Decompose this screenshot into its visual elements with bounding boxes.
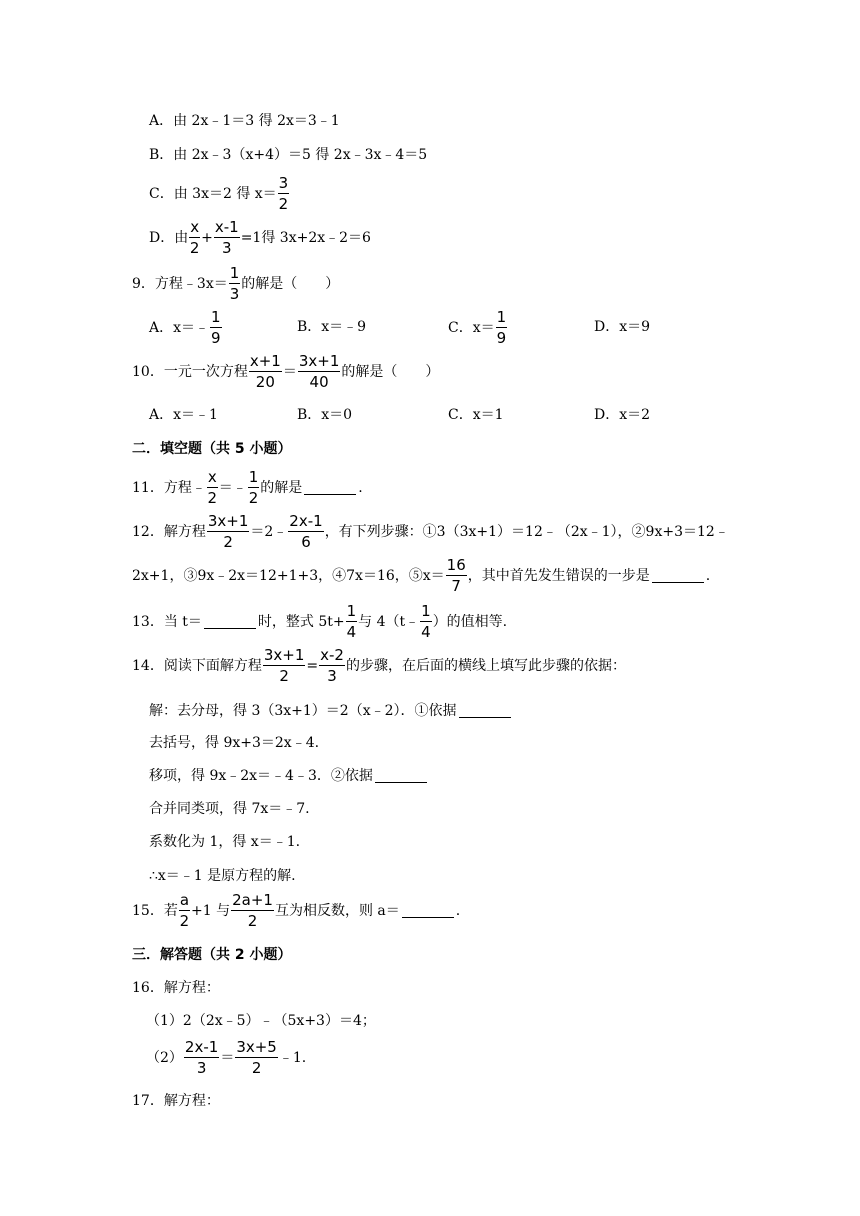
q8-option-b [149,148,427,162]
numerator: 1 [496,308,507,326]
step-text: 去括号，得 9x+3＝2x﹣4. [149,735,320,751]
fraction [179,893,190,929]
question-14 [132,648,626,684]
option-text: A．x＝﹣1 [149,407,218,423]
question-text: 13．当 t＝ [132,614,202,630]
answer-blank[interactable] [652,570,704,583]
numerator: 3x+5 [236,1038,277,1056]
fraction [319,648,345,684]
part-text-tail: ﹣1. [278,1050,307,1066]
denominator: 4 [421,623,431,641]
q16-part-1 [146,1014,376,1028]
part-text: （1）2（2x﹣5）﹣（5x+3）＝4； [146,1013,376,1029]
question-15 [132,893,460,929]
denominator: 2 [278,195,289,213]
q10-option-d [594,408,650,422]
numerator: x+1 [249,352,281,370]
fraction [207,470,218,506]
section-title: 三．解答题（共 2 小题） [132,947,292,963]
numerator: 3x+1 [207,512,249,530]
question-12-line-2 [132,558,710,594]
equals-sign: = [306,658,319,674]
fraction [210,310,222,346]
fraction [298,354,341,390]
question-text-tail: ，有下列步骤：①3（3x+1）＝12﹣（2x﹣1），②9x+3＝12﹣ [324,524,729,540]
option-text: B．x＝0 [297,407,353,423]
denominator: 6 [301,533,311,551]
denominator: 20 [255,373,275,391]
part-text: （2） [146,1050,183,1066]
question-16 [132,981,220,995]
option-text: C．x＝ [448,320,495,336]
numerator: 1 [229,264,240,282]
answer-blank[interactable] [204,616,256,629]
fraction [446,558,467,594]
period: . [358,480,363,496]
question-text-tail: 的解是（ ） [241,276,340,292]
question-text: 17．解方程： [132,1093,220,1109]
fraction [189,220,200,256]
fraction [346,604,358,640]
denominator: 2 [248,489,259,507]
q9-option-b [297,320,366,334]
option-text: A．x＝﹣ [149,320,210,336]
denominator: 3 [222,239,232,257]
denominator: 7 [451,577,461,595]
question-text-tail: ，其中首先发生错误的一步是 [467,568,650,584]
answer-blank[interactable] [459,705,511,718]
q9-option-a [149,310,223,346]
numerator: x [207,468,217,486]
numerator: a [179,891,190,909]
question-text: 9．方程﹣3x＝ [132,276,228,292]
option-text: D．x＝9 [594,319,651,335]
fraction [207,514,250,550]
question-text-tail: ）的值相等. [432,614,508,630]
denominator: 9 [496,329,507,347]
denominator: 9 [211,329,221,347]
fraction [496,310,508,346]
fraction [231,893,274,929]
q14-step-5 [149,835,300,849]
question-11 [132,470,363,506]
numerator: 1 [211,308,221,326]
denominator: 3 [196,1059,207,1077]
q8-option-a [149,114,340,128]
numerator: 2x-1 [184,1038,219,1056]
numerator: 1 [346,602,357,620]
option-text: B．x＝﹣9 [297,319,367,335]
q8-option-b-text: B．由 2x﹣3（x+4）＝5 得 2x﹣3x﹣4＝5 [149,147,428,163]
fraction [420,604,432,640]
q8-option-a-text: A．由 2x﹣1＝3 得 2x＝3﹣1 [149,113,340,129]
denominator: 2 [189,239,200,257]
question-text: 时，整式 5t+ [257,614,345,630]
question-text-tail: 的解是（ ） [341,364,440,380]
question-text: 11．方程﹣ [132,480,206,496]
q14-step-4 [149,802,310,816]
question-text: ＝2﹣ [250,524,288,540]
numerator: x-2 [320,646,344,664]
question-text-tail: 的步骤，在后面的横线上填写此步骤的依据： [345,658,626,674]
denominator: 4 [346,623,357,641]
question-text: 12．解方程 [132,524,206,540]
q14-step-1 [149,704,513,718]
numerator: 16 [446,556,466,574]
denominator: 2 [279,667,289,685]
q8-option-c [149,176,290,212]
numerator: 3 [278,174,289,192]
equals-sign: ＝ [282,364,297,380]
question-10 [132,354,439,390]
step-text: 移项，得 9x﹣2x＝﹣4﹣3．②依据 [149,768,373,784]
question-text: 与 4（t﹣ [358,614,420,630]
answer-blank[interactable] [375,770,427,783]
numerator: 3x+1 [263,646,305,664]
denominator: 3 [229,285,240,303]
numerator: 2x-1 [289,512,323,530]
q9-option-d [594,320,650,334]
denominator: 3 [327,667,337,685]
step-text: ∴x＝﹣1 是原方程的解. [149,868,296,884]
denominator: 2 [179,912,190,930]
section-heading-solve [132,948,292,962]
q9-option-c [448,310,508,346]
equals-sign: ＝ [220,1050,235,1066]
question-13 [132,604,507,640]
fraction [288,514,323,550]
question-text-tail: 的解是 [260,480,303,496]
q8-option-d-text: D．由 [149,230,189,246]
answer-blank[interactable] [402,905,454,918]
step-text: 解：去分母，得 3（3x+1）＝2（x﹣2）．①依据 [149,703,457,719]
period: . [455,903,461,919]
fraction [184,1040,219,1076]
denominator: 2 [247,912,258,930]
numerator: 3x+1 [298,352,340,370]
q10-option-c [448,408,504,422]
question-12 [132,514,729,550]
question-9 [132,266,339,302]
q10-option-b [297,408,352,422]
numerator: 1 [248,468,259,486]
question-17 [132,1094,220,1108]
question-text: +1 与 [191,903,231,919]
fraction [263,648,306,684]
option-text: C．x＝1 [448,407,504,423]
question-text: ＝﹣ [218,480,247,496]
denominator: 2 [223,533,233,551]
step-text: 系数化为 1，得 x＝﹣1. [149,834,301,850]
section-heading-fill-in [132,442,292,456]
period: . [705,568,711,584]
numerator: 1 [421,602,431,620]
section-title: 二．填空题（共 5 小题） [132,441,292,457]
denominator: 2 [207,489,218,507]
fraction [278,176,290,212]
q16-part-2 [146,1040,306,1076]
numerator: x-1 [214,218,239,236]
numerator: 2a+1 [232,891,273,909]
q8-option-d [149,220,371,256]
fraction [235,1040,278,1076]
numerator: x [190,218,200,236]
question-text: 16．解方程： [132,980,220,996]
q14-step-2 [149,736,319,750]
q14-step-3 [149,769,429,783]
question-text: 10．一元一次方程 [132,364,248,380]
q8-option-d-tail: =1得 3x+2x﹣2＝6 [240,230,371,246]
denominator: 40 [309,373,329,391]
question-text: 15．若 [132,903,178,919]
step-text: 合并同类项，得 7x＝﹣7. [149,801,310,817]
question-text: 2x+1，③9x﹣2x＝12+1+3，④7x＝16，⑤x＝ [132,568,445,584]
fraction [248,470,260,506]
question-text-tail: 互为相反数，则 a＝ [274,903,400,919]
q10-option-a [149,408,218,422]
q8-option-c-text: C．由 3x＝2 得 x＝ [149,186,277,202]
q14-step-6 [149,869,296,883]
plus-sign: + [201,230,213,246]
denominator: 2 [251,1059,262,1077]
question-text: 14．阅读下面解方程 [132,658,262,674]
fraction [214,220,240,256]
fraction [229,266,241,302]
fraction [249,354,282,390]
answer-blank[interactable] [304,482,356,495]
option-text: D．x＝2 [594,407,651,423]
